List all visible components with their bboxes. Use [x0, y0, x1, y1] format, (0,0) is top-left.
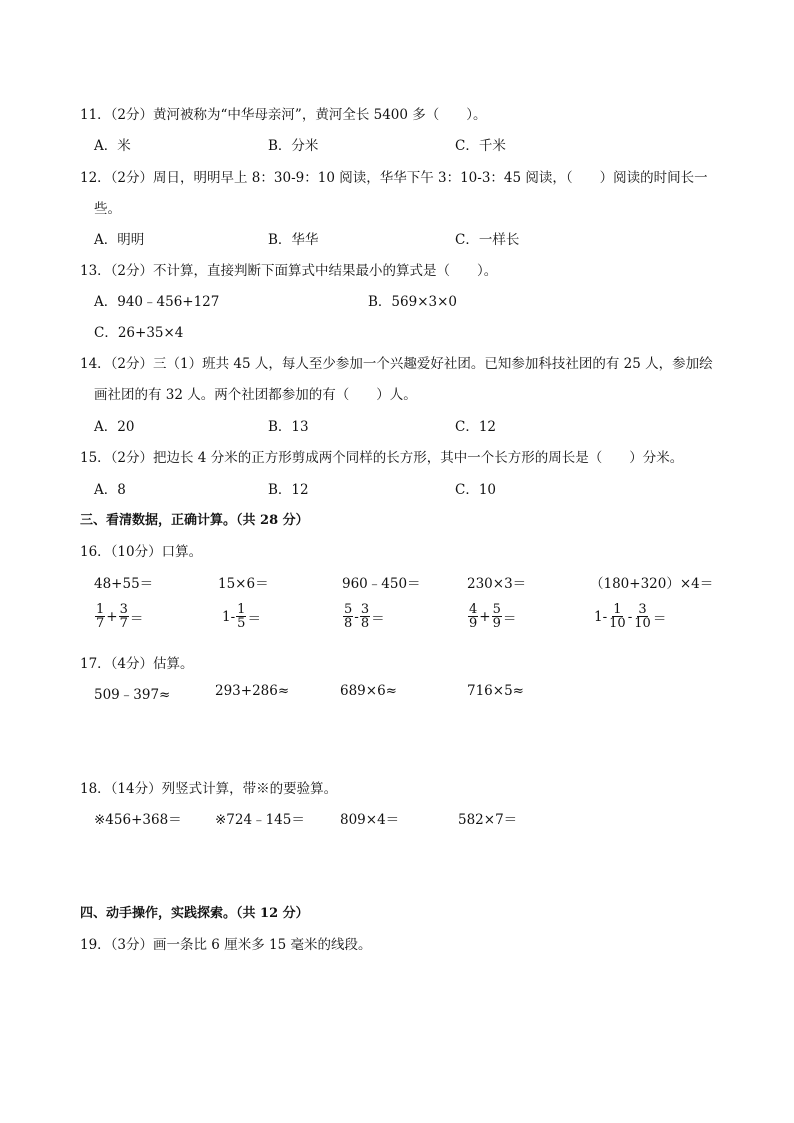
q15-stem: 15．（2分）把边长 4 分米的正方形剪成两个同样的长方形，其中一个长方形的周长是（ ）分米。 [80, 450, 684, 466]
q18-calc-2: ※724﹣145＝ [215, 812, 305, 828]
q14-option-c: C．12 [455, 419, 497, 435]
fraction: $\frac{1}{10}$ [609, 602, 626, 631]
q18-calc-4: 582×7＝ [458, 812, 518, 828]
q12-option-b: B．华华 [268, 232, 319, 248]
q16-stem: 16．（10分）口算。 [80, 544, 203, 560]
q16-fraction-5: 1- $\frac{1}{10}$ - $\frac{3}{10}$ ＝ [594, 602, 667, 631]
q17-stem: 17．（4分）估算。 [80, 656, 194, 672]
fraction: $\frac{5}{9}$ [492, 602, 501, 631]
q18-stem: 18．（14分）列竖式计算，带※的要验算。 [80, 781, 338, 797]
q16-fraction-4: $\frac{4}{9}$ + $\frac{5}{9}$ ＝ [469, 602, 517, 631]
q14-stem-line1: 14．（2分）三（1）班共 45 人，每人至少参加一个兴趣爱好社团。已知参加科技社团的有 25 人，参加绘 [80, 356, 713, 372]
section-3-heading: 三、看清数据，正确计算。（共 28 分） [80, 513, 309, 528]
q13-option-b: B．569×3×0 [368, 294, 457, 310]
q13-stem: 13．（2分）不计算，直接判断下面算式中结果最小的算式是（ ）。 [80, 263, 498, 279]
q16-fraction-2: 1- $\frac{1}{5}$ ＝ [222, 602, 261, 631]
q18-calc-3: 809×4＝ [340, 812, 400, 828]
q12-option-a: A．明明 [94, 232, 145, 248]
q12-option-c: C．一样长 [455, 232, 520, 248]
q12-stem-line2: 些。 [94, 201, 121, 217]
q13-option-a: A．940﹣456+127 [94, 294, 220, 310]
section-4-heading: 四、动手操作，实践探索。（共 12 分） [80, 906, 309, 921]
q11-stem: 11．（2分）黄河被称为“中华母亲河”，黄河全长 5400 多（ ）。 [80, 107, 487, 123]
q15-option-a: A．8 [94, 482, 126, 498]
q16-calc-3: 960﹣450＝ [342, 576, 421, 592]
fraction: $\frac{4}{9}$ [469, 602, 478, 631]
q16-calc-2: 15×6＝ [218, 576, 269, 592]
fraction: $\frac{3}{10}$ [634, 602, 651, 631]
fraction: $\frac{3}{8}$ [360, 602, 370, 631]
q16-calc-5: （180+320）×4＝ [590, 576, 714, 592]
q14-option-a: A．20 [94, 419, 135, 435]
q15-option-c: C．10 [455, 482, 497, 498]
q13-option-c: C．26+35×4 [94, 325, 184, 341]
fraction: $\frac{1}{7}$ [96, 602, 105, 631]
q16-fraction-1: $\frac{1}{7}$ + $\frac{3}{7}$ ＝ [96, 602, 144, 631]
q14-stem-line2: 画社团的有 32 人。两个社团都参加的有（ ）人。 [94, 387, 417, 403]
q15-option-b: B．12 [268, 482, 309, 498]
q17-estimate-4: 716×5≈ [467, 683, 524, 699]
fraction: $\frac{3}{7}$ [119, 602, 128, 631]
q11-option-b: B．分米 [268, 138, 319, 154]
q19-stem: 19．（3分）画一条比 6 厘米多 15 毫米的线段。 [80, 937, 372, 953]
q17-estimate-3: 689×6≈ [340, 683, 397, 699]
q11-option-a: A．米 [94, 138, 131, 154]
q16-calc-4: 230×3＝ [467, 576, 527, 592]
q17-estimate-1: 509﹣397≈ [94, 687, 171, 703]
q16-fraction-3: $\frac{5}{8}$ - $\frac{3}{8}$ ＝ [344, 602, 385, 631]
q18-calc-1: ※456+368＝ [94, 812, 182, 828]
q17-estimate-2: 293+286≈ [215, 683, 290, 699]
q11-option-c: C．千米 [455, 138, 506, 154]
q12-stem-line1: 12．（2分）周日，明明早上 8：30-9：10 阅读，华华下午 3：10-3：45 阅读，（ ）阅读的时间长一 [80, 170, 708, 186]
fraction: $\frac{1}{5}$ [237, 602, 246, 631]
fraction: $\frac{5}{8}$ [344, 602, 353, 631]
q16-calc-1: 48+55＝ [94, 576, 154, 592]
q14-option-b: B．13 [268, 419, 309, 435]
